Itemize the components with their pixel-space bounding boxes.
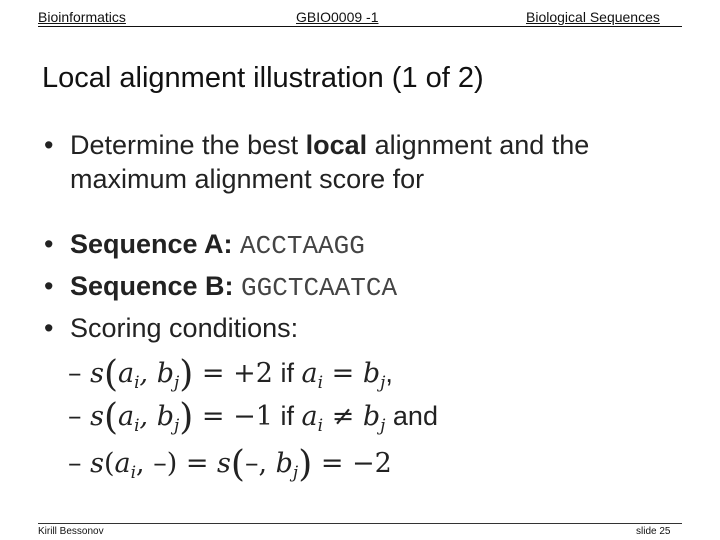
- slide-title: Local alignment illustration (1 of 2): [42, 62, 484, 94]
- score-plus2: +2: [233, 358, 273, 389]
- if-word: if: [280, 358, 294, 388]
- seq-a-label: Sequence A:: [70, 229, 241, 259]
- if-word: if: [280, 401, 294, 431]
- bullet-bold-local: local: [305, 130, 368, 160]
- footer-author: Kirill Bessonov: [38, 526, 104, 537]
- seq-b-label: Sequence B:: [70, 271, 242, 301]
- score-minus2: −2: [352, 448, 392, 479]
- bullet-dot: •: [44, 313, 54, 343]
- bullet-seq-b: [70, 269, 397, 305]
- condition-gap: – $s(a_i$, –) = s(–, $b_j) = -2$: [68, 444, 392, 485]
- bullet-dot: •: [44, 271, 54, 301]
- seq-a-value: ACCTAAGG: [240, 231, 365, 261]
- condition-mismatch: – $s(a_i$, $b_j) = -1$ if $a_i \ne b_j$ and: [68, 397, 438, 438]
- bullet-dot: •: [44, 229, 54, 259]
- bullet-text: alignment and the: [367, 130, 590, 160]
- bullet-scoring: Scoring conditions:: [70, 313, 299, 343]
- and-word: and: [392, 401, 438, 431]
- bullet-text: Determine the best: [70, 130, 306, 160]
- comma: ,: [385, 358, 393, 388]
- bullet-dot: •: [44, 130, 54, 160]
- seq-b-value: GGCTCAATCA: [241, 273, 398, 303]
- header-right: Biological Sequences: [526, 9, 660, 25]
- bullet-seq-a: [70, 227, 365, 263]
- bullet-determine-line2: maximum alignment score for: [70, 164, 425, 194]
- footer-slide-number: slide 25: [636, 526, 671, 537]
- header-rule: [38, 26, 682, 27]
- header-center: GBIO0009 -1: [296, 9, 379, 25]
- score-minus1: −1: [233, 401, 273, 432]
- condition-match: – $s(a_i$, $b_j) = +2$ if $a_i = b_j$,: [68, 354, 393, 395]
- bullet-determine: [70, 128, 589, 162]
- header-left: Bioinformatics: [38, 9, 126, 25]
- footer-rule: [38, 523, 682, 524]
